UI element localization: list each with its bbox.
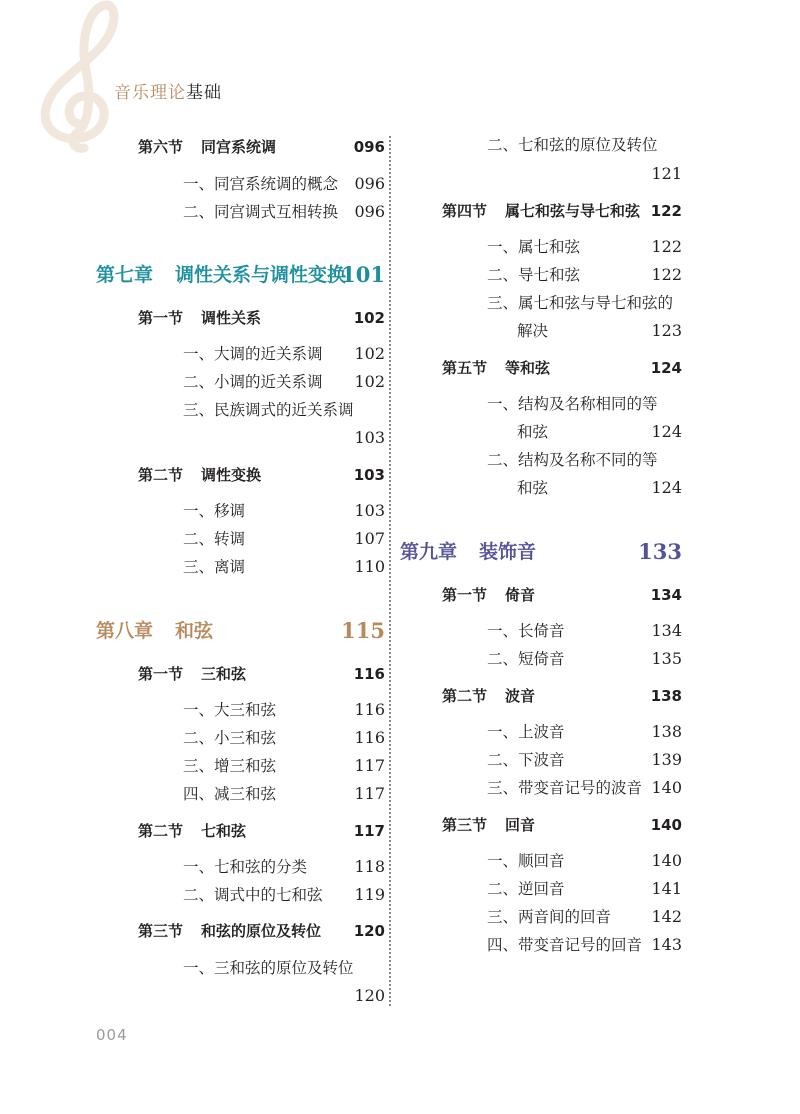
item-page: 139 (651, 750, 682, 769)
section-title: 第三节 (138, 922, 184, 940)
item-page: 123 (651, 321, 682, 340)
section-page: 096 (353, 138, 385, 156)
section-name: 倚音 (505, 586, 536, 604)
item-page: 107 (354, 529, 385, 548)
item-page: 143 (651, 935, 682, 954)
toc-chapter[interactable] (96, 614, 385, 648)
item-page: 116 (354, 728, 385, 747)
section-name: 波音 (505, 687, 536, 705)
item-text: 二、调式中的七和弦 (183, 886, 323, 904)
chapter-page: 115 (341, 618, 385, 643)
section-page: 117 (353, 822, 385, 840)
section-title: 第二节 (138, 822, 184, 840)
section-title: 第六节 (138, 138, 184, 156)
item-text: 二、小三和弦 (183, 729, 277, 747)
section-page: 134 (650, 586, 682, 604)
section-title: 第三节 (442, 816, 488, 834)
running-title-part2: 基础 (186, 83, 222, 103)
running-title (114, 78, 222, 103)
item-text: 一、长倚音 (487, 622, 565, 640)
toc-item[interactable] (487, 931, 682, 959)
section-name: 和弦的原位及转位 (201, 922, 322, 940)
item-text: 二、导七和弦 (487, 266, 581, 284)
item-text: 一、同宫系统调的概念 (183, 175, 339, 193)
section-page: 103 (353, 466, 385, 484)
toc-item[interactable] (487, 875, 682, 903)
item-text: 二、小调的近关系调 (183, 373, 323, 391)
toc-item[interactable] (183, 396, 385, 424)
toc-section[interactable] (138, 304, 385, 332)
item-text-continued: 和弦 (517, 423, 549, 441)
toc-section[interactable] (138, 817, 385, 845)
section-title: 第一节 (138, 665, 184, 683)
item-page: 117 (354, 756, 385, 775)
section-name: 等和弦 (505, 359, 551, 377)
toc-item-continuation (517, 418, 682, 446)
section-name: 调性关系 (201, 309, 262, 327)
item-page: 117 (354, 784, 385, 803)
section-name: 调性变换 (201, 466, 262, 484)
item-text: 一、顺回音 (487, 852, 565, 870)
item-text: 二、下波音 (487, 751, 565, 769)
item-page: 124 (651, 422, 682, 441)
toc-item[interactable] (183, 724, 385, 752)
running-title-part1: 音乐理论 (114, 83, 186, 103)
item-text-continued: 和弦 (517, 479, 549, 497)
section-page: 122 (650, 202, 682, 220)
toc-item-page-line (487, 160, 682, 188)
item-text: 一、属七和弦 (487, 238, 581, 256)
toc-section[interactable] (442, 811, 682, 839)
item-page: 138 (651, 722, 682, 741)
toc-item[interactable] (487, 131, 682, 159)
toc-item[interactable] (487, 233, 682, 261)
item-text: 三、两音间的回音 (487, 908, 612, 926)
toc-item[interactable] (183, 780, 385, 808)
section-page: 120 (353, 922, 385, 940)
item-text: 二、转调 (183, 530, 246, 548)
section-name: 三和弦 (201, 665, 247, 683)
item-text: 三、属七和弦与导七和弦的 (487, 294, 674, 312)
item-text: 二、同宫调式互相转换 (183, 203, 339, 221)
toc-chapter[interactable] (400, 535, 682, 569)
chapter-title: 第七章 (96, 264, 154, 286)
item-page: 110 (354, 557, 385, 576)
item-text: 三、离调 (183, 558, 246, 576)
item-page: 141 (651, 879, 682, 898)
item-page: 134 (651, 621, 682, 640)
toc-item-page-line (183, 424, 385, 452)
toc-item-page-line (183, 982, 385, 1010)
toc-item[interactable] (183, 368, 385, 396)
toc-item[interactable] (183, 497, 385, 525)
section-page: 140 (650, 816, 682, 834)
item-page: 122 (651, 237, 682, 256)
toc-item[interactable] (487, 289, 682, 317)
section-title: 第二节 (138, 466, 184, 484)
item-text: 一、大三和弦 (183, 701, 277, 719)
toc-item[interactable] (183, 696, 385, 724)
toc-item[interactable] (183, 198, 385, 226)
toc-section[interactable] (138, 917, 385, 945)
item-page: 118 (354, 857, 385, 876)
toc-item[interactable] (487, 718, 682, 746)
toc-section[interactable] (138, 660, 385, 688)
item-text-continued: 解决 (517, 322, 549, 340)
item-text: 四、减三和弦 (183, 785, 277, 803)
section-page: 138 (650, 687, 682, 705)
toc-section[interactable] (442, 581, 682, 609)
item-page: 135 (651, 649, 682, 668)
section-page: 102 (353, 309, 385, 327)
item-page: 142 (651, 907, 682, 926)
item-text: 四、带变音记号的回音 (487, 936, 643, 954)
item-page: 120 (354, 986, 385, 1005)
page-number: 004 (96, 1026, 128, 1044)
toc-item[interactable] (487, 390, 682, 418)
chapter-name: 调性关系与调性变换 (175, 264, 347, 286)
section-page: 124 (650, 359, 682, 377)
chapter-title: 第八章 (96, 620, 154, 642)
section-name: 同宫系统调 (201, 138, 277, 156)
item-page: 116 (354, 700, 385, 719)
section-name: 回音 (505, 816, 536, 834)
section-name: 七和弦 (201, 822, 247, 840)
item-page: 103 (354, 428, 385, 447)
chapter-page: 133 (638, 539, 682, 564)
toc-item[interactable] (487, 746, 682, 774)
section-name: 属七和弦与导七和弦 (505, 202, 641, 220)
item-text: 二、逆回音 (487, 880, 565, 898)
section-title: 第一节 (442, 586, 488, 604)
chapter-title: 第九章 (400, 541, 458, 563)
item-page: 096 (354, 202, 385, 221)
item-page: 122 (651, 265, 682, 284)
item-text: 一、七和弦的分类 (183, 858, 308, 876)
item-text: 一、三和弦的原位及转位 (183, 959, 354, 977)
item-page: 140 (651, 851, 682, 870)
toc-item[interactable] (183, 752, 385, 780)
item-page: 096 (354, 174, 385, 193)
section-page: 116 (353, 665, 385, 683)
toc-section[interactable] (138, 461, 385, 489)
item-text: 一、大调的近关系调 (183, 345, 323, 363)
chapter-page: 101 (341, 262, 385, 287)
section-title: 第四节 (442, 202, 488, 220)
toc-item[interactable] (487, 261, 682, 289)
toc-item[interactable] (183, 881, 385, 909)
column-divider (389, 136, 391, 1006)
toc-item[interactable] (487, 903, 682, 931)
chapter-name: 和弦 (175, 620, 214, 642)
item-text: 二、七和弦的原位及转位 (487, 136, 658, 154)
item-text: 三、民族调式的近关系调 (183, 401, 354, 419)
item-page: 140 (651, 778, 682, 797)
toc-item[interactable] (487, 847, 682, 875)
item-page: 102 (354, 344, 385, 363)
item-text: 一、上波音 (487, 723, 565, 741)
item-page: 103 (354, 501, 385, 520)
toc-section[interactable] (442, 354, 682, 382)
item-text: 二、结构及名称不同的等 (487, 451, 658, 469)
item-text: 三、带变音记号的波音 (487, 779, 643, 797)
item-text: 一、移调 (183, 502, 246, 520)
toc-item[interactable] (183, 954, 385, 982)
toc-item[interactable] (183, 340, 385, 368)
toc-section[interactable] (138, 133, 385, 161)
section-title: 第二节 (442, 687, 488, 705)
toc-item-continuation (517, 317, 682, 345)
toc-section[interactable] (442, 197, 682, 225)
toc-item[interactable] (183, 853, 385, 881)
item-page: 124 (651, 478, 682, 497)
toc-item[interactable] (183, 525, 385, 553)
item-text: 三、增三和弦 (183, 757, 277, 775)
toc-item[interactable] (183, 170, 385, 198)
toc-section[interactable] (442, 682, 682, 710)
chapter-name: 装饰音 (479, 541, 537, 563)
section-title: 第五节 (442, 359, 488, 377)
toc-chapter[interactable] (96, 258, 385, 292)
toc-item[interactable] (487, 645, 682, 673)
toc-item[interactable] (487, 774, 682, 802)
item-page: 121 (651, 164, 682, 183)
item-text: 二、短倚音 (487, 650, 565, 668)
toc-item-continuation (517, 474, 682, 502)
section-title: 第一节 (138, 309, 184, 327)
toc-item[interactable] (487, 446, 682, 474)
toc-item[interactable] (487, 617, 682, 645)
item-page: 102 (354, 372, 385, 391)
item-text: 一、结构及名称相同的等 (487, 395, 658, 413)
toc-item[interactable] (183, 553, 385, 581)
item-page: 119 (354, 885, 385, 904)
